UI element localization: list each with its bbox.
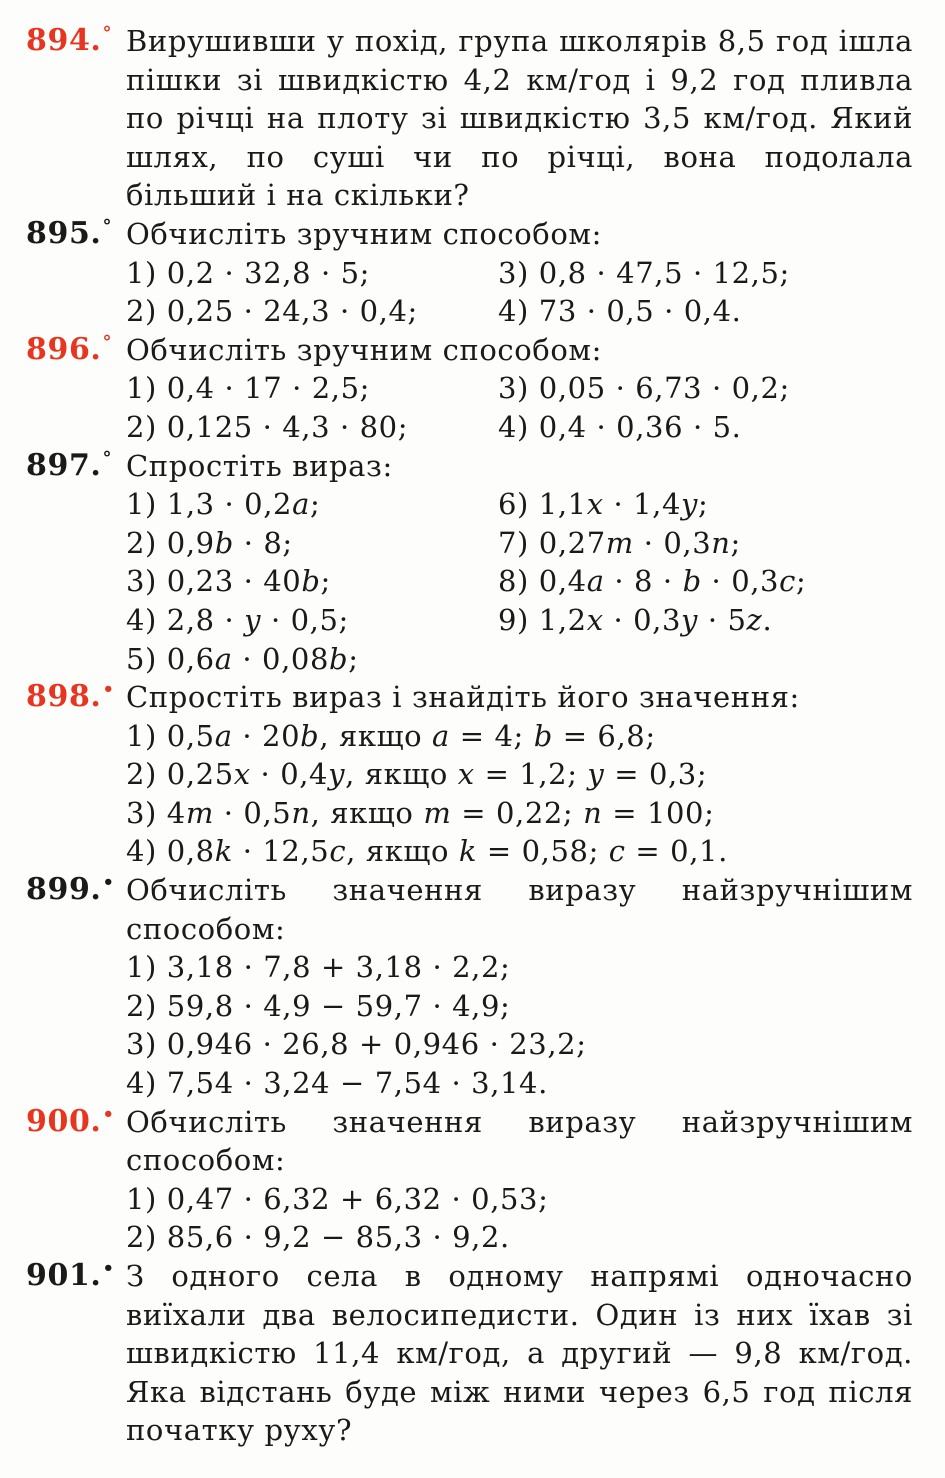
- problem-number: 899.•: [26, 872, 115, 908]
- exercise-item: 4) 7,54 · 3,24 − 7,54 · 3,14.: [126, 1066, 548, 1101]
- exercise-item: 2) 85,6 · 9,2 − 85,3 · 9,2.: [126, 1220, 510, 1255]
- problem-text: Обчисліть зручним способом:: [126, 216, 602, 251]
- problem-text: Обчисліть значення виразу найзручнішим способом:: [126, 1104, 913, 1178]
- exercise-item: 1) 1,3 · 0,2a;: [126, 487, 321, 522]
- exercise-item: 2) 0,9b · 8;: [126, 525, 293, 560]
- exercise-item: 3) 4m · 0,5n, якщо m = 0,22; n = 100;: [126, 795, 715, 830]
- exercise-item: 1) 0,47 · 6,32 + 6,32 · 0,53;: [126, 1181, 549, 1216]
- exercise-item: 1) 0,4 · 17 · 2,5;: [126, 371, 371, 406]
- problem-number: 898.•: [26, 679, 115, 715]
- exercise-list: [126, 717, 913, 871]
- problem-number: 901.•: [26, 1258, 115, 1293]
- problem-901: [26, 1257, 913, 1450]
- exercise-list: [126, 948, 913, 1102]
- exercise-item: 5) 0,6a · 0,08b;: [126, 641, 359, 676]
- exercise-item: 4) 0,4 · 0,36 · 5.: [498, 409, 742, 444]
- problem-text: Обчисліть зручним способом:: [126, 332, 602, 367]
- problem-text: Спростіть вираз і знайдіть його значення:: [126, 680, 800, 715]
- problem-number: 896.°: [26, 331, 113, 367]
- exercise-item: 3) 0,05 · 6,73 · 0,2;: [498, 371, 790, 406]
- exercise-item: 2) 59,8 · 4,9 − 59,7 · 4,9;: [126, 988, 511, 1023]
- problem-896: [26, 331, 913, 447]
- exercise-item: 3) 0,8 · 47,5 · 12,5;: [498, 255, 790, 290]
- problem-898: [26, 678, 913, 871]
- exercise-item: 9) 1,2x · 0,3y · 5z.: [498, 602, 773, 637]
- problem-number: 895.°: [26, 215, 113, 251]
- problem-894: [26, 22, 913, 215]
- exercise-item: 3) 0,946 · 26,8 + 0,946 · 23,2;: [126, 1027, 587, 1062]
- problem-text: Вирушивши у похід, група школярів 8,5 год ішла пішки зі швидкістю 4,2 км/год і 9,2 год пливла по річці на плоту зі швидкістю 3,5 км/год. Який шлях, по суші чи по річці, вона подолала більший і на скільки?: [126, 24, 913, 213]
- problem-895: [26, 215, 913, 331]
- problem-number: 894.°: [26, 23, 113, 58]
- exercise-list: [126, 369, 913, 446]
- problem-text: Обчисліть значення виразу найзручнішим способом:: [126, 873, 913, 946]
- exercise-item: 4) 73 · 0,5 · 0,4.: [498, 294, 742, 329]
- exercise-item: 2) 0,25 · 24,3 · 0,4;: [126, 294, 418, 329]
- exercise-item: 7) 0,27m · 0,3n;: [498, 525, 741, 560]
- problem-number: 900.•: [26, 1103, 115, 1139]
- problem-number: 897.°: [26, 447, 113, 483]
- problem-text: З одного села в одному напрямі одночасно виїхали два велосипедисти. Один із них їхав зі швидкістю 11,4 км/год, а другий — 9,8 км/год. Яка відстань буде між ними через 6,5 год після початку руху?: [126, 1259, 913, 1448]
- exercise-list: [126, 1180, 913, 1257]
- exercise-item: 4) 0,8k · 12,5c, якщо k = 0,58; c = 0,1.: [126, 834, 728, 869]
- exercise-item: 1) 0,2 · 32,8 · 5;: [126, 255, 371, 290]
- exercise-list: [126, 485, 913, 678]
- problem-text: Спростіть вираз:: [126, 448, 393, 483]
- exercise-item: 4) 2,8 · y · 0,5;: [126, 602, 349, 637]
- exercise-item: 8) 0,4a · 8 · b · 0,3c;: [498, 564, 807, 599]
- exercise-item: 1) 3,18 · 7,8 + 3,18 · 2,2;: [126, 950, 511, 985]
- problem-899: [26, 871, 913, 1103]
- exercise-item: 3) 0,23 · 40b;: [126, 564, 331, 599]
- exercise-item: 6) 1,1x · 1,4y;: [498, 487, 709, 522]
- exercise-item: 1) 0,5a · 20b, якщо a = 4; b = 6,8;: [126, 718, 656, 753]
- problem-900: [26, 1103, 913, 1257]
- exercise-item: 2) 0,25x · 0,4y, якщо x = 1,2; y = 0,3;: [126, 757, 708, 792]
- problem-897: [26, 447, 913, 679]
- exercise-list: [126, 254, 913, 331]
- exercise-item: 2) 0,125 · 4,3 · 80;: [126, 409, 409, 444]
